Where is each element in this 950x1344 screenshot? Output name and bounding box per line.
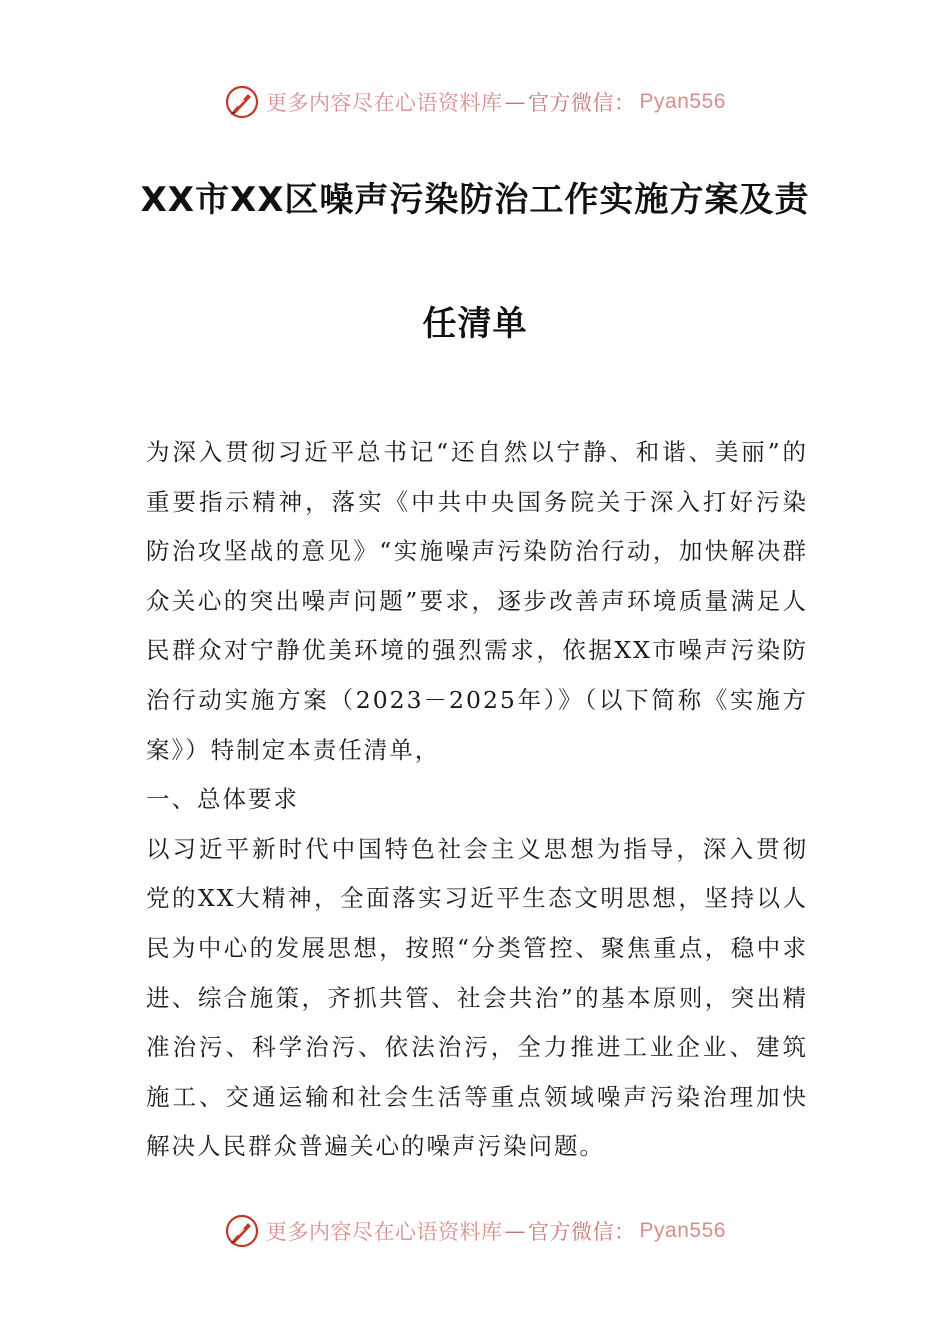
watermark-wechat-id: Pyan556 — [639, 90, 726, 113]
pen-logo-icon — [224, 1213, 260, 1249]
watermark-text: 更多内容尽在心语资料库 — [266, 1220, 503, 1244]
pen-logo-icon — [224, 84, 260, 120]
header-watermark — [0, 82, 950, 122]
watermark-wechat-id: Pyan556 — [639, 1219, 726, 1242]
watermark-separator: — — [504, 90, 527, 114]
document-body — [146, 428, 808, 1172]
document-title-line2: 任清单 — [422, 304, 528, 344]
watermark-text: 更多内容尽在心语资料库 — [266, 91, 503, 115]
intro-paragraph: 为深入贯彻习近平总书记“还自然以宁静、和谐、美丽”的重要指示精神，落实《中共中央国务院关于深入打好污染防治攻坚战的意见》“实施噪声污染防治行动，加快解决群众关心的突出噪声问题”要求，逐步改善声环境质量满足人民群众对宁静优美环境的强烈需求，依据XX市噪声污染防治行动实施方案（2023－2025年）》（以下简称《实施方案》）特制定本责任清单， — [146, 438, 808, 764]
section-paragraph: 以习近平新时代中国特色社会主义思想为指导，深入贯彻党的XX大精神，全面落实习近平生态文明思想，坚持以人民为中心的发展思想，按照“分类管控、聚焦重点，稳中求进、综合施策，齐抓共管、社会共治”的基本原则，突出精准治污、科学治污、依法治污，全力推进工业企业、建筑施工、交通运输和社会生活等重点领域噪声污染治理加快解决人民群众普遍关心的噪声污染问题。 — [146, 834, 808, 1161]
watermark-separator: — — [504, 1219, 527, 1243]
watermark-wechat-label: 官方微信： — [528, 91, 636, 115]
footer-watermark — [0, 1211, 950, 1251]
watermark-wechat-label: 官方微信： — [528, 1220, 636, 1244]
section-heading: 一、总体要求 — [146, 785, 299, 814]
document-title-line1: XX市XX区噪声污染防治工作实施方案及责 — [140, 180, 810, 220]
